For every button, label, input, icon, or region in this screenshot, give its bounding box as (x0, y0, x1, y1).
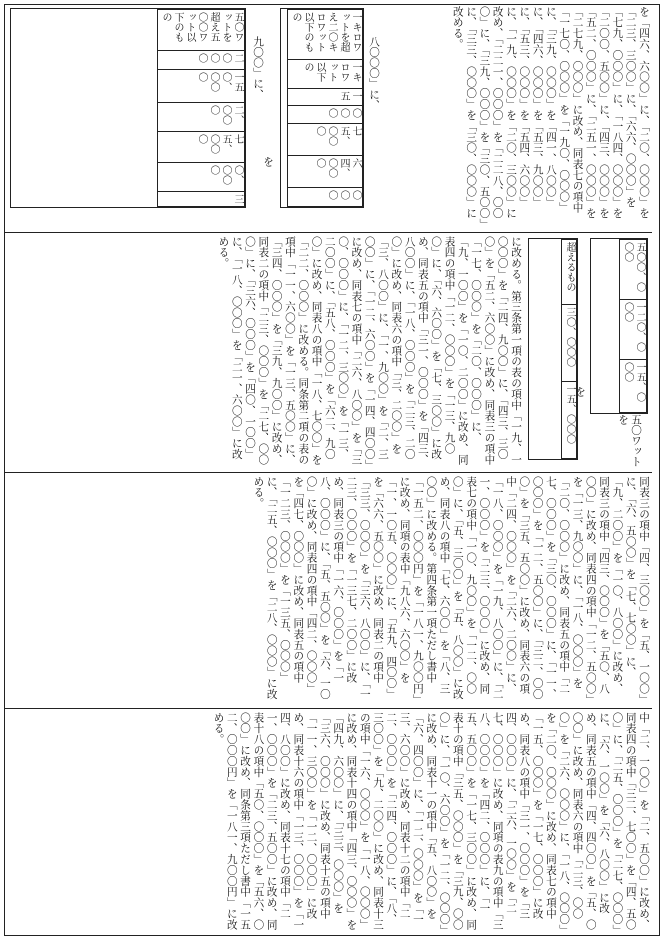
table-after-text: 八〇〇〇」に、 (368, 36, 380, 111)
table-cell: 二〇〇〇 (158, 51, 245, 70)
table-cell: 一五、〇〇〇 (620, 360, 647, 413)
table-caption: 五〇ワットを (617, 414, 642, 467)
table-cell: 〇、〇〇〇 (158, 162, 245, 191)
table-after-text: 九〇〇」に、 (252, 36, 264, 100)
table-cell: 三 (158, 191, 245, 206)
section-divider (4, 708, 652, 709)
table-cell: 七五、〇〇〇 (158, 131, 245, 162)
table-header: 一キロワットを超え二〇キロワット以下のもの (288, 10, 363, 60)
table-cell: 六四、〇〇〇 (288, 156, 363, 188)
table-cell: 〇〇〇 (288, 188, 363, 207)
body-text-band-3: 同表三の項中「四、三〇〇」を「五、一〇〇」に、「六、五〇〇」を「七、七〇〇」に、「九、二〇〇」を「一〇、八〇〇」に改め、同表三の項中「四三、〇〇〇」を「五〇、八〇〇」に改め、同表四の項中「一二、五〇〇」を「一三、九〇〇」に、「一八、〇〇〇」を「二〇、〇〇〇」に改め、同表五の項中「二七、〇〇〇」を「三〇、〇〇〇」に、「一一、〇〇〇」を「一二、五〇〇」に、「三二、〇〇〇」を「三五、五〇〇」に改め、同表六の項中「二四、〇〇〇」を「二六、二〇〇」に、「一八、〇〇〇」を「一九、八〇〇」に、「二一、〇〇〇」を「二三、〇〇〇」に改め、同表七の項中「一〇、九〇〇」を「一二、〇〇〇」に、「五、三〇〇」を「五、八〇〇」に改め、同表八の項中「七、六〇〇」を「八、三〇〇」に改める。第四条第一項ただし書中「一五二、〇〇〇円」を「一八一、九〇〇円」に改め、同項の表中「九八六、六〇〇」を「一、一〇五、〇〇〇」に、「五九、四〇〇」を「六六、五〇〇」に改め、同表二の項中「三三、〇〇〇」を「三六、八〇〇」に、「一二三、〇〇〇」を「一三七、二〇〇」に改め、同表三の項中「一六、〇〇〇」を「一八、〇〇〇」に、「五、五〇〇」を「六、一〇〇」に改め、同表四の項中「四二、〇〇〇」を「四七、〇〇〇」に改め、同表五の項中「一二三、〇〇〇」を「一三五、〇〇〇」に、「二五、〇〇〇」を「二八、〇〇〇」に改める。 (252, 476, 650, 700)
section-band-1 (6, 6, 650, 228)
table-cell: 一五〇、〇〇〇 (158, 70, 245, 102)
section-divider (4, 232, 652, 233)
body-text-band-1: を「四六、六〇〇」に、「二〇、〇〇〇」を「二三、三〇〇」に、「六六、〇〇〇」を「七九、〇〇〇」に、「一八四、〇〇〇」を「二〇〇、五〇〇」に、「四三、〇〇〇」を「五二、〇〇〇」に、「二五一、〇〇〇」を「二七九、〇〇〇」に改め、同表七の項中「一七〇、〇〇〇」を「一九〇、〇〇〇」に、「三九、〇〇〇」を「四一、八〇〇」に、「四六、〇〇〇」を「五三、九〇〇」に、「五三、〇〇〇」を「五四、六〇〇」に、「一九、〇〇〇」を「二〇、三〇〇」に改め、「二二一、〇〇〇」を「二二八、〇〇〇」に、「三九、〇〇〇」を「三〇、五〇〇」に、「三三、〇〇〇」を「三〇、〇〇〇」に改める。 (451, 6, 650, 225)
amendment-table-3 (590, 238, 648, 414)
table-cell: 二、〇〇〇 (158, 102, 245, 131)
table-cell: 〇〇〇 (288, 105, 363, 124)
table-header: 五〇ワットを超え五〇〇ワット以下のもの (158, 10, 245, 51)
section-band-4 (6, 712, 650, 932)
section-band-3 (6, 476, 650, 704)
amendment-table-2 (10, 8, 246, 208)
table-cell: 七五、〇〇〇 (288, 124, 363, 156)
table-header: 超えるもの (562, 240, 577, 305)
body-text-band-4: 中「二、一〇〇」を「二、五〇〇」に改め、同表四の項中「三二、七〇〇」を「四、五〇〇」に、「二五、〇〇〇」を「二七、〇〇〇」に、「六、一〇〇」を「六、八〇〇」に改め、同表五の項中「四、四〇〇」を「五、〇〇〇」に改め、同表六の項中「二三、〇〇〇」を「二六、〇〇〇」に、「一八、〇〇〇」を「二〇、〇〇〇」に改め、同表七の項中「一五、〇〇〇」を「一七、〇〇〇」に改め、同表八の項中「三一、〇〇〇」を「三四、〇〇〇」に、「二六、一〇〇」を「二七、〇〇〇」に改め、同項の表九の項中「三八、〇〇〇」を「四二、〇〇〇」に、「一五、五〇〇」を「一七、三〇〇」に改め、同表十の項中「三五、〇〇〇」を「三九、〇〇〇」に、「一〇、六〇〇」を「一二、〇〇〇」に改め、同表十一の項中「五、八〇〇」を「六、四〇〇」に、「一二、〇〇〇」を「一三、六〇〇」に改め、同表十二の項中「二二、〇〇〇」を「二四、〇〇〇」に、「八、三〇〇」を「九、二〇〇」に改め、同表十三の項中「一六、〇〇〇」を「一八、〇〇〇」に改め、同表十四の項中「四三、〇〇〇」を「四九、六〇〇」に、「三三、〇〇〇」を「三六、〇〇〇」に改め、同表十五の項中「一一、三〇〇」を「一二、〇〇〇」に改め、同表十六の項中「一三、〇〇〇」を「一四、八〇〇」に改め、同表十七の項中「二一、〇〇〇」を「二三、五〇〇」に改め、同表十八の項中「五〇、〇〇〇」を「五六、〇〇〇」に改め、同条第三項ただし書中「一五二、〇〇〇円」を「一八一、九〇〇円」に改める。 (212, 712, 650, 931)
table-cell: 一キロワット以下の (288, 60, 363, 89)
section-divider (4, 472, 652, 473)
table-cell: 一五 (288, 89, 363, 106)
section-band-2 (6, 236, 650, 468)
table-cell: 三〇、〇〇〇 (562, 305, 577, 382)
body-text-band-2: に改める。第三条第一項の表の項中「一九、一〇〇〇」を「二四、九〇〇」に、「四三、三〇〇」を「五二、六〇〇」に改め、同表三の項中「一七、〇〇〇」を「二〇、〇〇〇」に、「九、一〇〇」を「一〇、二〇〇」に改め、同表四の項中「一二、〇〇〇」を「一三、九〇〇」に、「六、六〇〇」を「七、三〇〇」に改め、同表五の項中「三一、〇〇〇」を「四三、八〇〇」に、「一八、〇〇〇」を「二三、二〇〇」に改め、同表六の項中「三、二〇〇」を「三、八〇〇」に、「一、九〇〇」を「二、三〇〇」に、「一二、六〇〇」を「一四、四〇〇」に改め、同表七の項中「二六、八〇〇」を「三〇、〇〇〇」に、「一二、三〇〇」を「一三、二〇〇」に、「五八、〇〇〇」を「六二、九〇〇」に改め、同表八の項中「一八、七〇〇」を「二二、〇〇〇」に改める。同条第二項の表の項中「一一、六〇〇」を「一三、五〇〇」に、「三四、〇〇〇」を「三九、九〇〇」に改め、同表二の項中「二三、〇〇〇」を「二七、〇〇〇」に、「三六、〇〇〇」を「四〇、一〇〇」に、「一八、〇〇〇」を「二一、六〇〇」に改める。 (217, 236, 522, 466)
table-cell: 一五、〇〇〇 (562, 382, 577, 459)
table-cell: 一二〇、〇〇〇 (620, 300, 647, 360)
amendment-table-4 (528, 238, 578, 460)
connector-wo: を (262, 156, 274, 167)
table-cell: 五〇〇、〇〇〇 (620, 240, 647, 300)
connector-wo: を (574, 386, 586, 397)
amendment-table-1 (280, 8, 364, 208)
